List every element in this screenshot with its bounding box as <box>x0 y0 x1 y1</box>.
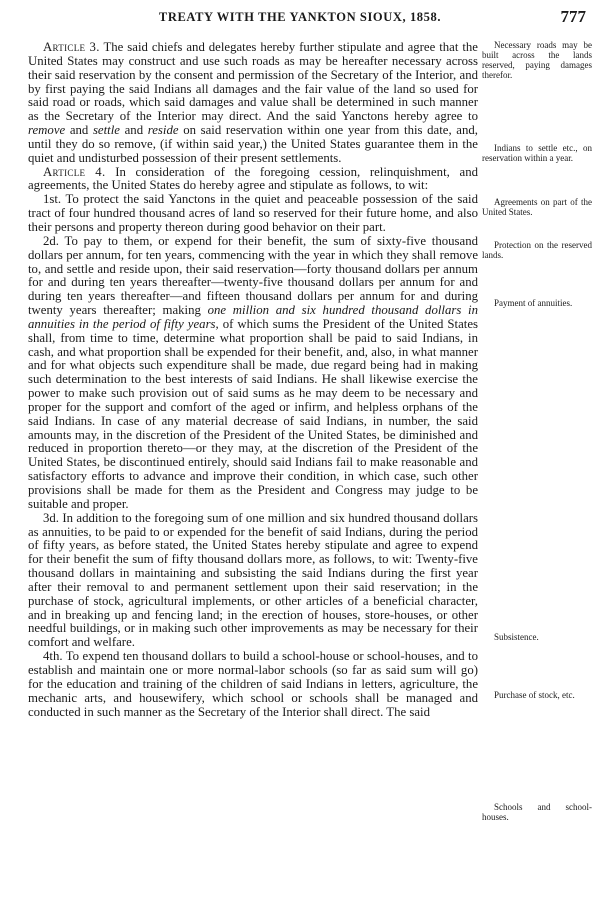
article-3-text: and <box>119 123 148 138</box>
margin-note-annuities: Payment of annuities. <box>494 298 573 308</box>
italic-remove: remove <box>28 123 66 138</box>
article-3-text: on said reservation within one year from this date, and, until they do so remove, (if within said year,) the United States guarantee them in the quiet and undisturbed possession of their present settlements. <box>28 123 478 165</box>
margin-note-settle: Indians to settle etc., on reservation within a year. <box>482 143 592 163</box>
clause-3d: 3d. In addition to the foregoing sum of one million and six hundred thousand dollars as annuities, to be paid to or expended for the benefit of said Indians, during the period of fifty years, as before stated, the United States hereby stipulate and agree to expend for their benefit the sum of fifty thousand dollars more, as follows, to wit: Twenty-five thousand dollars in maintaining and subsisting the said Indians during the first year after their removal to and permanent settlement upon their said reservation; in the purchase of stock, agricultural implements, or other articles of a beneficial character, and in breaking up and fencing land; in the erection of houses, store-houses, or other needful buildings, or in making such other improvements as may be necessary for their comfort and welfare. <box>28 510 478 650</box>
page-number: 777 <box>560 7 586 26</box>
clause-2d-italic: one million and six hundred thousand dollars in annuities in the period of fifty years, <box>28 303 478 331</box>
clause-2d <box>28 235 478 512</box>
clause-4th: 4th. To expend ten thousand dollars to build a school-house or school-houses, and to establish and maintain one or more normal-labor schools (so far as said sum will go) for the education and training of the children of said Indians in letters, agriculture, the mechanic arts, and housewifery, which school or schools shall be managed and conducted in such manner as the Secretary of the Interior shall direct. The said <box>28 649 478 719</box>
margin-note-schools: Schools and school-houses. <box>482 802 592 822</box>
article-3-text: The said chiefs and delegates hereby further stipulate and agree that the United States may construct and use such roads as may be hereafter necessary across their said reservation by the consent and permission of the Secretary of the Interior, and by first paying the said Indians all damages and the fair value of the land so used for said road or roads, which said damages and value shall be determined in such manner as the Secretary of the Interior may direct. And the said Yanctons hereby agree to <box>28 40 478 124</box>
running-title: TREATY WITH THE YANKTON SIOUX, 1858. <box>158 10 442 24</box>
clause-2d-text: 2d. To pay to them, or expend for their benefit, the sum of sixty-five thousand dollars per annum, for ten years, commencing with the year in which they shall remove to, and settle and reside upon, their said reservation—forty thousand dollars per annum for and during ten years thereafter—twenty-five thousand dollars per annum for and during ten years thereafter—and fifteen thousand dollars per annum for and during twenty years thereafter; making <box>28 233 478 318</box>
clause-1st: 1st. To protect the said Yanctons in the quiet and peaceable possession of the said tract of four hundred thousand acres of land so reserved for their future home, and also their persons and property thereon during good behavior on their part. <box>28 192 478 234</box>
italic-settle: settle <box>92 123 120 138</box>
article-3-text: and <box>65 123 93 138</box>
article-3-label: Article 3. <box>43 40 100 54</box>
clause-2d-text: of which sums the President of the United States shall, from time to time, determine what proportion shall be paid to said Indians, in cash, and what proportion shall be expended for their benefit, and, also, in what manner and for what objects such expenditure shall be made, due regard being had in making such determination to the best interests of said Indians. He shall likewise exercise the power to make such provision out of said sums as he may deem to be necessary and proper for the support and comfort of the aged or infirm, and helpless orphans of the said Indians. In case of any material decrease of said Indians, in number, the said amounts may, in the discretion of the President of the United States, be diminished and reduced in proportion thereto—or they may, at the discretion of the President of the United States, be discontinued entirely, should said Indians fail to make reasonable and satisfactory efforts to advance and improve their condition, in which case, such other provisions shall be made for them as the President and Congress may judge to be suitable and proper. <box>28 316 478 511</box>
margin-note-agreements: Agreements on part of the United States. <box>482 197 592 217</box>
page-header <box>0 7 600 30</box>
margin-note-stock: Purchase of stock, etc. <box>494 690 575 700</box>
margin-note-protection: Protection on the reserved lands. <box>482 240 592 260</box>
article-4-label: Article 4. <box>43 164 106 179</box>
article-4-paragraph <box>28 166 478 194</box>
italic-reside: reside <box>147 123 179 138</box>
margin-note-subsistence: Subsistence. <box>494 632 539 642</box>
article-3-paragraph <box>28 41 478 166</box>
article-4-text: In consideration of the foregoing cession, relinquishment, and agreements, the United States do hereby agree and stipulate as follows, to wit: <box>28 164 478 193</box>
body-text <box>28 41 478 719</box>
margin-note-roads: Necessary roads may be built across the lands reserved, paying damages therefor. <box>482 40 592 80</box>
